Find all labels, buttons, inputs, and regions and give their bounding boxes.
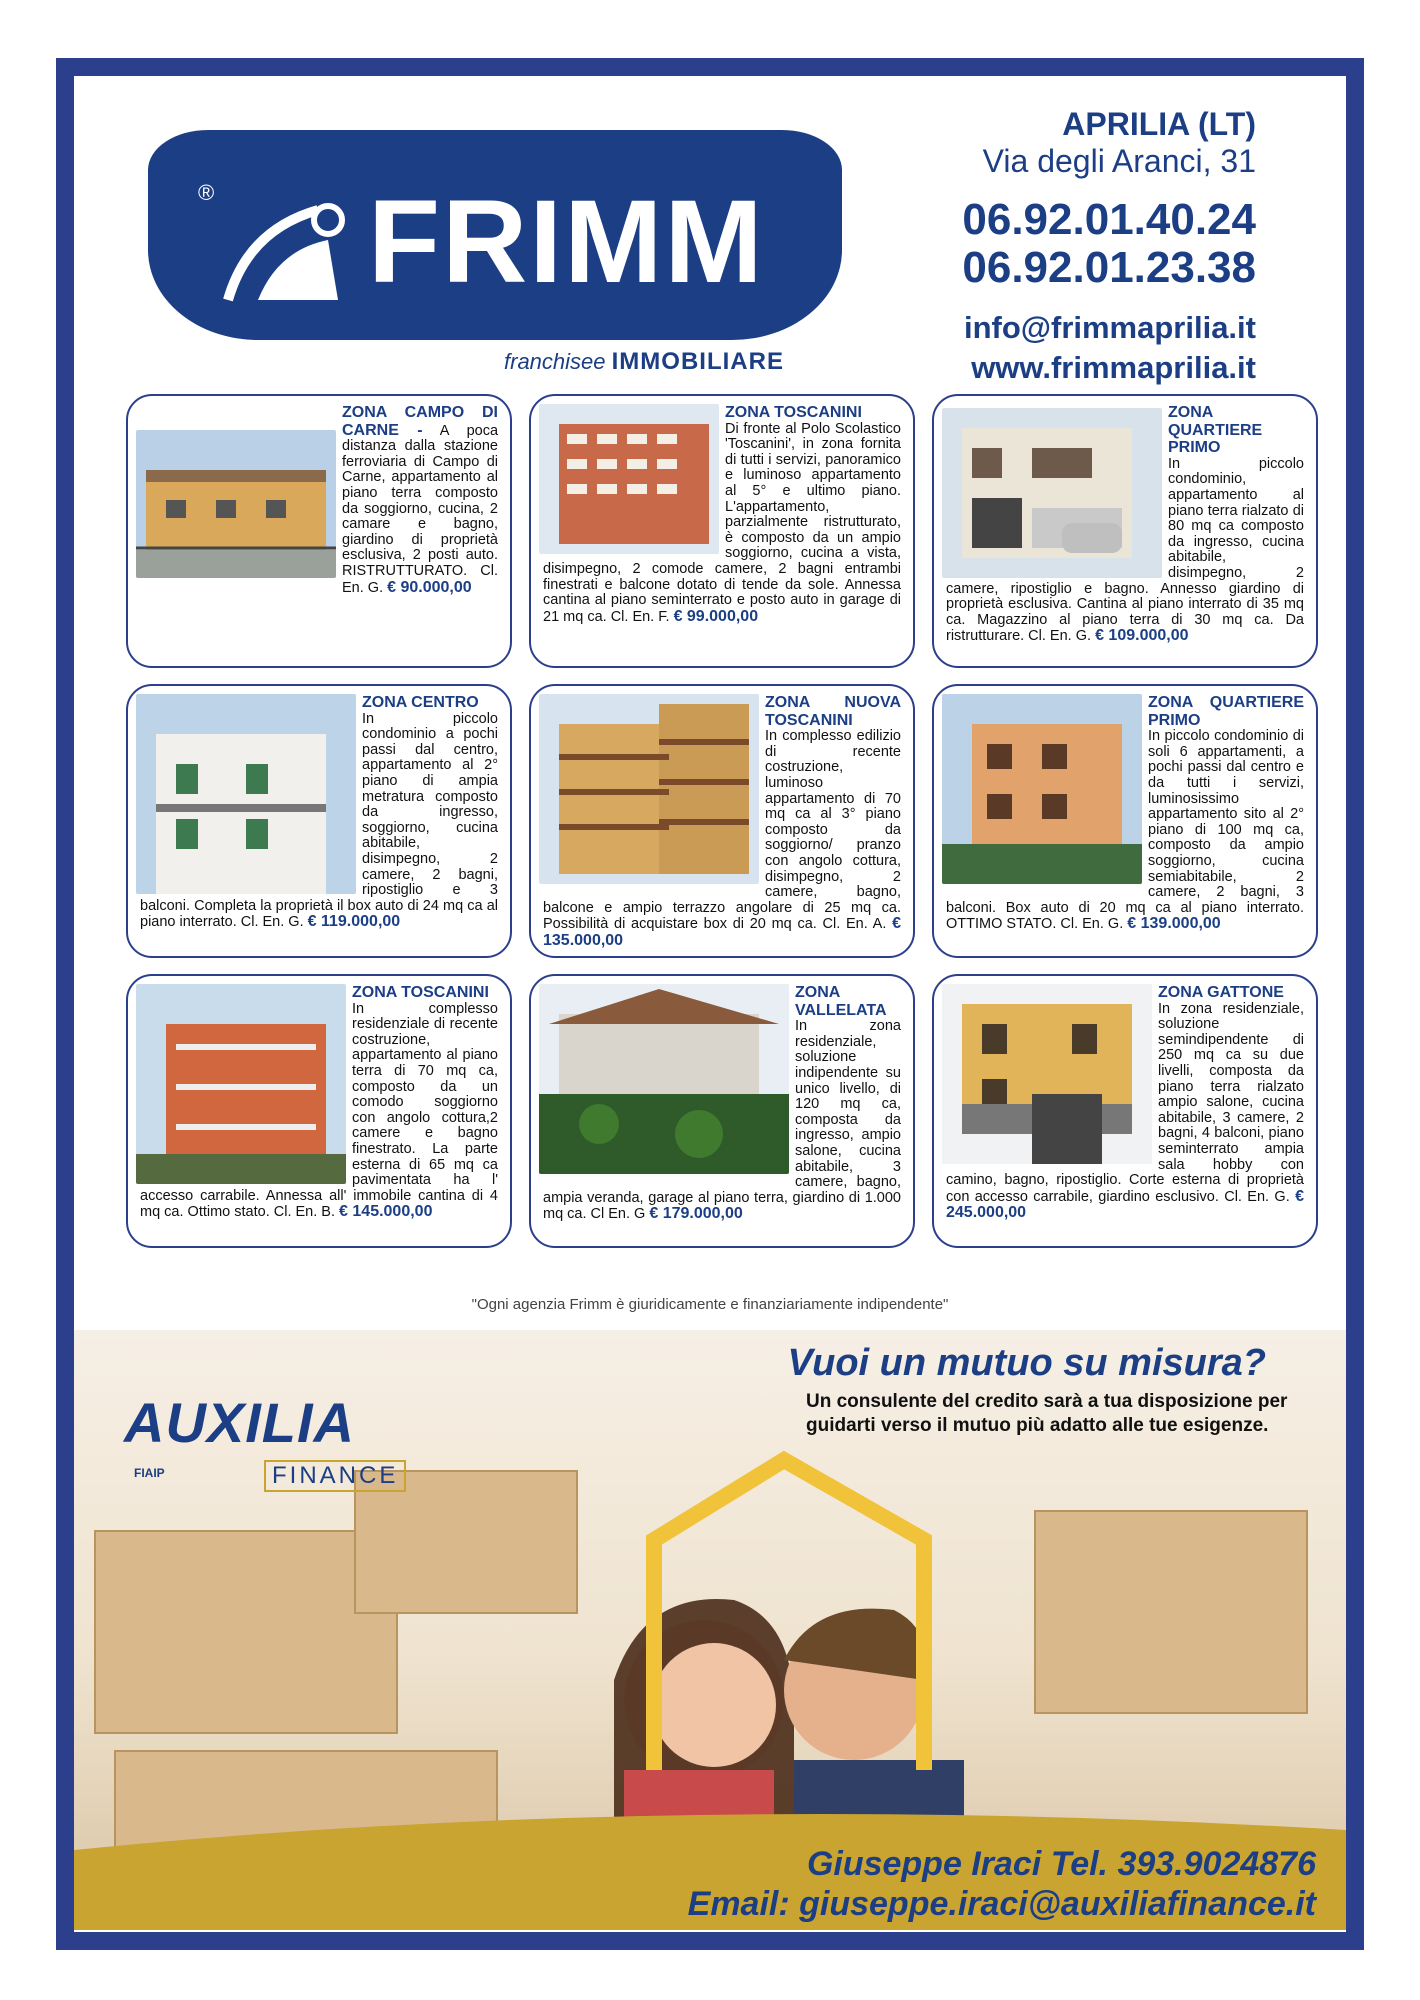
auxilia-logo <box>124 1390 404 1510</box>
house-photo <box>942 408 1162 578</box>
finance-label: FINANCE <box>264 1460 406 1492</box>
listing-zone: ZONA CENTRO <box>362 694 479 711</box>
agent-phone: Giuseppe Iraci Tel. 393.9024876 <box>806 1845 1316 1883</box>
listing-price: € 139.000,00 <box>1127 915 1221 933</box>
listing-price: € 99.000,00 <box>673 607 759 625</box>
villa-photo <box>539 984 789 1174</box>
disclaimer: "Ogni agenzia Frimm è giuridicamente e finanziariamente indipendente" <box>471 1296 949 1313</box>
listing-price: € 119.000,00 <box>307 913 401 931</box>
house-photo <box>136 430 336 578</box>
website: www.frimmaprilia.it <box>971 350 1256 385</box>
listing-card <box>932 974 1318 1248</box>
registered-mark: ® <box>198 180 215 205</box>
apartment-photo <box>539 404 719 554</box>
listing-price: € 90.000,00 <box>387 578 472 596</box>
franchisee-tagline <box>504 348 784 376</box>
city: APRILIA (LT) <box>1062 106 1256 142</box>
listing-zone: ZONA NUOVA TOSCANINI <box>765 694 901 729</box>
listing-card <box>126 394 512 668</box>
page-frame <box>56 58 1364 1950</box>
immobiliare-label: IMMOBILIARE <box>611 348 784 375</box>
listing-text: In zona residenziale, soluzione semindipendente di 250 mq ca su due livelli, composta da piano terra rialzato ampio salone, cucina abitabile, 3 camere, 2 bagni, 4 balconi, piano seminterrato ampia sala hobby con camino, bagno, ripostiglio. Corte esterna di proprietà con accesso carrabile, giardino esclusivo. Cl. En. G. <box>946 1000 1304 1205</box>
ad-subline: Un consulente del credito sarà a tua disposizione per guidarti verso il mutuo più adatto alle tue esigenze. <box>806 1391 1288 1436</box>
apartment-photo <box>942 694 1142 884</box>
ad-headline: Vuoi un mutuo su misura? <box>787 1342 1266 1384</box>
listing-price: € 145.000,00 <box>339 1203 433 1221</box>
listing-text: Di fronte al Polo Scolastico 'Toscanini', in zona fornita di tutti i servizi, panoramico e luminoso appartamento al 5° e ultimo piano. L'appartamento, parzialmente ristrutturato, è composto da un ampio soggiorno, cucina a vista, disimpegno, 2 comode camere, 2 bagni entrambi finestrati e balcone dotato di tende da sole. Annessa cantina al piano seminterrato e posto auto in garage di 21 mq ca. Cl. En. F. <box>543 420 901 625</box>
franchisee-label: franchisee <box>504 349 606 374</box>
listing-price: € 245.000,00 <box>946 1187 1304 1222</box>
auxilia-brand: AUXILIA <box>124 1391 355 1454</box>
phone-1: 06.92.01.40.24 <box>962 195 1256 244</box>
street-address: Via degli Aranci, 31 <box>982 143 1256 179</box>
frimm-logo <box>148 130 842 340</box>
moving-box <box>94 1530 398 1734</box>
listing-text: In complesso edilizio di recente costruzione, luminoso appartamento di 70 mq ca al 3° piano composto da soggiorno/ pranzo con angolo cottura, disimpegno, 2 camere, bagno, balcone e ampio terrazzo angolare di 25 mq ca. Possibilità di acquistare box di 20 mq ca. Cl. En. A. <box>543 728 901 933</box>
listing-text: In piccolo condominio di soli 6 appartamenti, a pochi passi dal centro e da tutti i servizi, luminosissimo appartamento sito al 2° piano di 100 mq ca, composto da ampio soggiorno, cucina semiabitabile, 2 camere, 2 bagni, 3 balconi. Box auto di 20 mq ca al piano interrato. OTTIMO STATO. Cl. En. G. <box>946 728 1304 933</box>
listing-card <box>529 684 915 958</box>
listing-zone: ZONA QUARTIERE PRIMO <box>1168 404 1263 457</box>
apartment-photo <box>136 694 356 894</box>
contact-block <box>962 106 1256 388</box>
listing-card <box>126 974 512 1248</box>
apartment-photo <box>136 984 346 1184</box>
listing-price: € 179.000,00 <box>649 1205 743 1223</box>
listing-zone: ZONA CAMPO DI CARNE - <box>342 404 498 439</box>
listing-text: In complesso residenziale di recente costruzione, appartamento al piano terra di 70 mq ca, composto da un comodo soggiorno con angolo cottura,2 camere e bagno finestrato. La parte esterna di 65 mq ca pavimentata ha l' accesso carrabile. Annessa all' immobile cantina di 4 mq ca. Ottimo stato. Cl. En. B. <box>140 1000 498 1221</box>
frimm-swoosh-icon <box>208 190 358 310</box>
listing-card <box>932 394 1318 668</box>
listing-text: In piccolo condominio a pochi passi dal centro, appartamento al 2° piano di ampia metratura composto da ingresso, soggiorno, cucina abitabile, disimpegno, 2 camere, 2 bagni, ripostiglio e 3 balconi. Completa la proprietà il box auto di 24 mq ca al piano interrato. Cl. En. G. <box>140 710 498 931</box>
listing-zone: ZONA GATTONE <box>1158 984 1284 1001</box>
listing-text: In piccolo condominio, appartamento al piano terra rialzato di 80 mq ca composto da ingresso, cucina abitabile, disimpegno, 2 camere, ripostiglio e bagno. Annesso giardino di proprietà esclusiva. Cantina al piano interrato di 35 mq ca. Magazzino al piano terra di 30 mq ca. Da ristrutturare. Cl. En. G. <box>946 455 1304 645</box>
listing-card <box>932 684 1318 958</box>
listing-text: In zona residenziale, soluzione indipendente su unico livello, di 120 mq ca, composta da ingresso, ampio salone, cucina abitabile, 3 camere, bagno, ampia veranda, garage al piano terra, giardino di 1.000 mq ca. Cl En. G <box>543 1018 901 1223</box>
fiaip-label: FIAIP <box>134 1466 165 1480</box>
logo-text: FRIMM <box>368 176 765 308</box>
listing-card <box>529 394 915 668</box>
listing-text: A poca distanza dalla stazione ferroviaria di Campo di Carne, appartamento al piano terra composto da soggiorno, cucina, 2 camare e bagno, giardino di proprietà esclusiva, 2 posti auto. RISTRUTTURATO. Cl. En. G. <box>342 422 499 596</box>
listing-zone: ZONA TOSCANINI <box>725 404 862 421</box>
mortgage-ad <box>74 1330 1346 1930</box>
villa-photo <box>942 984 1152 1164</box>
listing-card <box>126 684 512 958</box>
phone-2: 06.92.01.23.38 <box>962 243 1256 292</box>
apartment-photo <box>539 694 759 884</box>
listing-price: € 135.000,00 <box>543 915 901 949</box>
listing-zone: ZONA TOSCANINI <box>352 984 489 1001</box>
agent-contact <box>688 1844 1316 1924</box>
listing-card <box>529 974 915 1248</box>
listing-zone: ZONA QUARTIERE PRIMO <box>1148 694 1304 729</box>
listing-zone: ZONA VALLELATA <box>795 984 887 1019</box>
listing-price: € 109.000,00 <box>1095 627 1189 645</box>
agent-email: Email: giuseppe.iraci@auxiliafinance.it <box>687 1885 1316 1923</box>
email: info@frimmaprilia.it <box>963 310 1256 345</box>
